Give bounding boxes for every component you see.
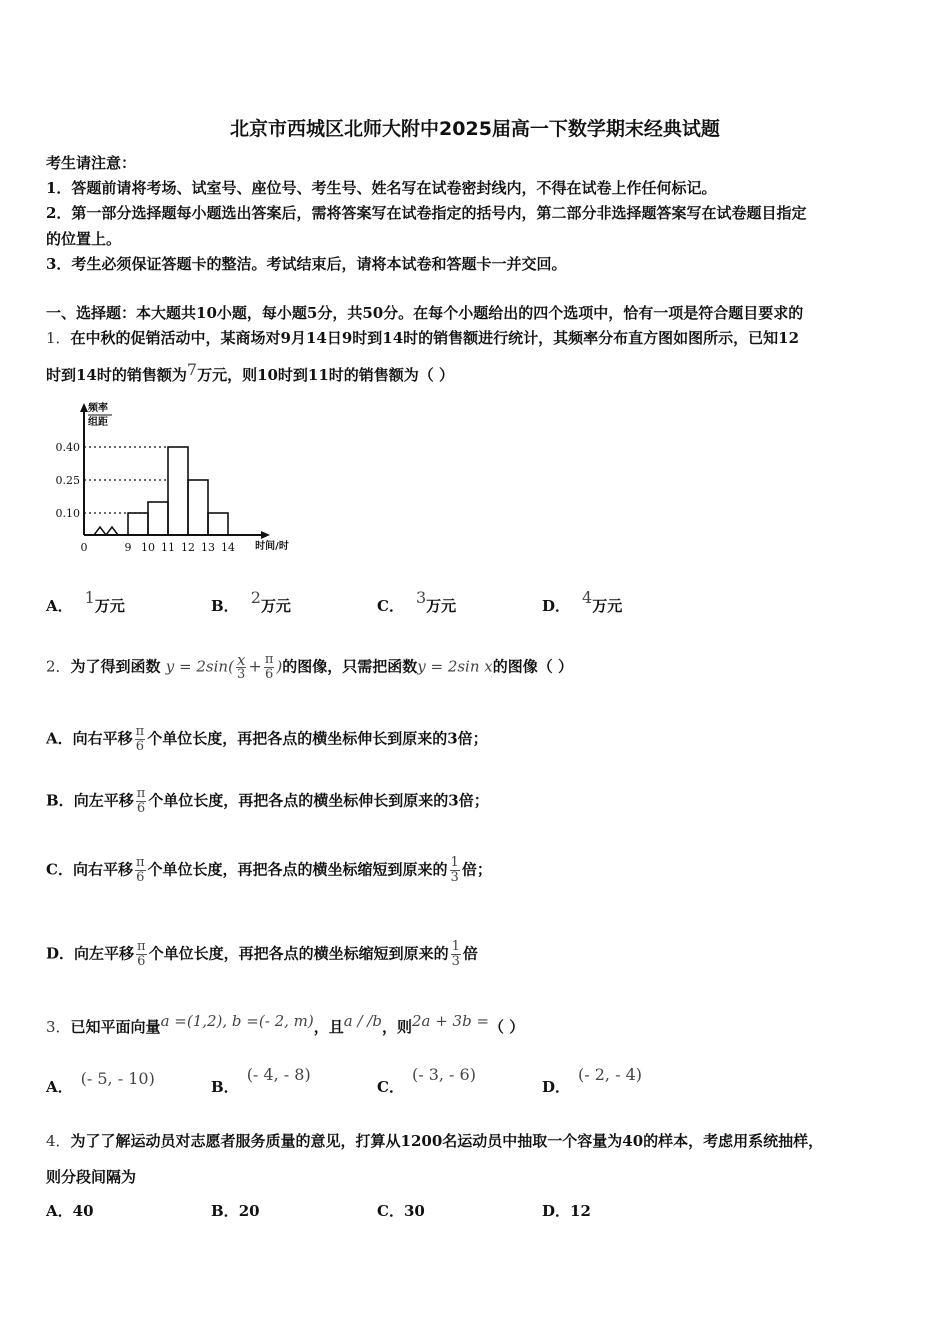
histogram-bar — [208, 513, 228, 535]
q3-parallel: a / /b — [343, 1012, 382, 1030]
q2-option-c[interactable]: C．向右平移 $\frac{\pi}{6}$ 个单位长度，再把各点的横坐标缩短到原来的 $\frac{1}{3}$ 倍； — [46, 855, 492, 885]
q3-expression: 2a + 3b = — [411, 1012, 490, 1030]
q4-option-c[interactable]: C．30 — [377, 1202, 425, 1220]
y-tick-label: 0.25 — [55, 474, 80, 487]
q1-option-d[interactable] — [542, 588, 623, 616]
q3-text-d: （ ） — [489, 1018, 525, 1036]
notice-item-2-cont: 的位置上。 — [46, 230, 122, 248]
x-tick-label: 0 — [80, 541, 88, 554]
q1-option-a[interactable] — [46, 588, 125, 616]
q4-option-d[interactable]: D．12 — [542, 1202, 591, 1220]
q1-text-2c: 万元，则10时到11时的销售额为（ ） — [197, 366, 455, 384]
q2-option-b[interactable]: B．向左平移 $\frac{\pi}{6}$ 个单位长度，再把各点的横坐标伸长到原来的3倍； — [46, 786, 489, 816]
frac-1-3: $\frac{1}{3}$ — [451, 939, 460, 969]
q2-func2: y = 2sin x — [417, 657, 493, 676]
option-label: D． — [542, 597, 571, 615]
y-tick-label: 0.10 — [55, 507, 80, 520]
q3-option-d[interactable]: D．(- 2, - 4) — [542, 1065, 643, 1096]
option-unit: 万元 — [426, 597, 457, 615]
option-value: 1 — [84, 588, 95, 607]
q3-option-a[interactable]: A． (- 5, - 10) — [46, 1069, 155, 1096]
x-tick-label: 10 — [141, 541, 155, 554]
q2-func1-frac-pi: $\frac{\pi}{6}$ — [264, 652, 274, 682]
q2-stem — [46, 653, 573, 682]
frac-pi-6: $\frac{\pi}{6}$ — [136, 786, 146, 816]
q4-option-a[interactable]: A．40 — [46, 1202, 94, 1220]
q1-text-2a: 时到14时的销售额为 — [46, 366, 187, 384]
q2-option-d[interactable]: D．向左平移 $\frac{\pi}{6}$ 个单位长度，再把各点的横坐标缩短到原来的 $\frac{1}{3}$ 倍 — [46, 939, 478, 969]
section-heading: 一、选择题：本大题共10小题，每小题5分，共50分。在每个小题给出的四个选项中，恰有一项是符合题目要求的 — [46, 304, 804, 322]
q3-vectors: a =(1,2), b =(- 2, m) — [160, 1012, 314, 1030]
histogram-bar — [148, 502, 168, 535]
frac-pi-6: $\frac{\pi}{6}$ — [137, 939, 146, 969]
notice-item-1: 1．答题前请将考场、试室号、座位号、考生号、姓名写在试卷密封线内，不得在试卷上作任何标记。 — [46, 179, 717, 197]
q3-stem — [46, 1012, 525, 1037]
x-tick-label: 13 — [201, 541, 215, 554]
q1-known-value: 7 — [186, 360, 198, 379]
q2-text-a: 为了得到函数 — [70, 657, 161, 676]
frac-pi-6: $\frac{\pi}{6}$ — [135, 724, 145, 754]
q1-option-b[interactable] — [211, 588, 291, 616]
notice-item-2: 2．第一部分选择题每小题选出答案后，需将答案写在试卷指定的括号内，第二部分非选择题答案写在试卷题目指定 — [46, 204, 807, 222]
histogram-bar — [128, 513, 148, 535]
option-label: C． — [377, 597, 404, 615]
y-axis-label: 频率 — [88, 403, 108, 414]
y-tick-label: 0.40 — [55, 441, 80, 454]
q2-func1-plus: + — [248, 656, 262, 676]
q1-line-2 — [46, 360, 455, 385]
frac-1-3: $\frac{1}{3}$ — [450, 855, 459, 885]
option-value: 2 — [250, 588, 261, 607]
q3-option-b[interactable]: B．(- 4, - 8) — [211, 1065, 311, 1096]
q4-text-1: 为了了解运动员对志愿者服务质量的意见，打算从1200名运动员中抽取一个容量为40的样本，考虑用系统抽样， — [70, 1132, 824, 1150]
option-label: B． — [211, 597, 239, 615]
y-axis-label-2: 组距 — [88, 417, 108, 428]
q1-text-1: 在中秋的促销活动中，某商场对9月14日9时到14时的销售额进行统计，其频率分布直方图如图所示，已知12 — [70, 329, 800, 347]
q1-option-c[interactable] — [377, 588, 457, 616]
q2-func1-head: y = 2sin( — [165, 657, 234, 676]
axis-break — [94, 527, 118, 535]
q2-text-c: 的图像（ ） — [492, 657, 573, 676]
histogram-bar — [168, 447, 188, 535]
y-axis-arrow — [80, 403, 88, 412]
x-tick-label: 9 — [124, 541, 132, 554]
histogram-bar — [188, 480, 208, 535]
q2-number: 2． — [46, 657, 71, 676]
x-axis-arrow — [261, 531, 270, 539]
q4-option-b[interactable]: B．20 — [211, 1202, 260, 1220]
option-label: A． — [46, 597, 73, 615]
histogram-chart — [50, 395, 302, 565]
option-value: 4 — [582, 588, 593, 607]
option-unit: 万元 — [592, 597, 623, 615]
q4-line-2: 则分段间隔为 — [46, 1168, 137, 1186]
option-value: 3 — [415, 588, 427, 607]
q4-line-1 — [46, 1130, 823, 1151]
q2-text-b: 的图像，只需把函数 — [282, 657, 418, 676]
x-tick-label: 12 — [181, 541, 195, 554]
q3-text-b: ，且 — [313, 1018, 344, 1036]
option-unit: 万元 — [260, 597, 291, 615]
q3-number: 3． — [46, 1018, 71, 1036]
q3-text-a: 已知平面向量 — [70, 1018, 161, 1036]
q2-option-a[interactable]: A．向右平移 $\frac{\pi}{6}$ 个单位长度，再把各点的横坐标伸长到原来的3倍； — [46, 724, 488, 754]
notice-heading: 考生请注意： — [46, 154, 137, 172]
notice-item-3: 3．考生必须保证答题卡的整洁。考试结束后，请将本试卷和答题卡一并交回。 — [46, 255, 567, 273]
q3-text-c: ，则 — [381, 1018, 412, 1036]
q2-func1-frac-x: $\frac{x}{3}$ — [236, 651, 246, 682]
q1-number: 1． — [46, 329, 71, 347]
q1-line-1 — [46, 327, 799, 348]
x-tick-label: 14 — [221, 541, 235, 554]
x-axis-label: 时间/时 — [255, 541, 289, 552]
q2-func1-close: ) — [276, 657, 283, 676]
page-title: 北京市西城区北师大附中2025届高一下数学期末经典试题 — [230, 118, 720, 140]
q3-option-c[interactable]: C．(- 3, - 6) — [377, 1065, 476, 1096]
frac-pi-6: $\frac{\pi}{6}$ — [135, 855, 145, 885]
q4-number: 4． — [46, 1132, 71, 1150]
option-unit: 万元 — [94, 597, 125, 615]
x-tick-label: 11 — [161, 541, 175, 554]
